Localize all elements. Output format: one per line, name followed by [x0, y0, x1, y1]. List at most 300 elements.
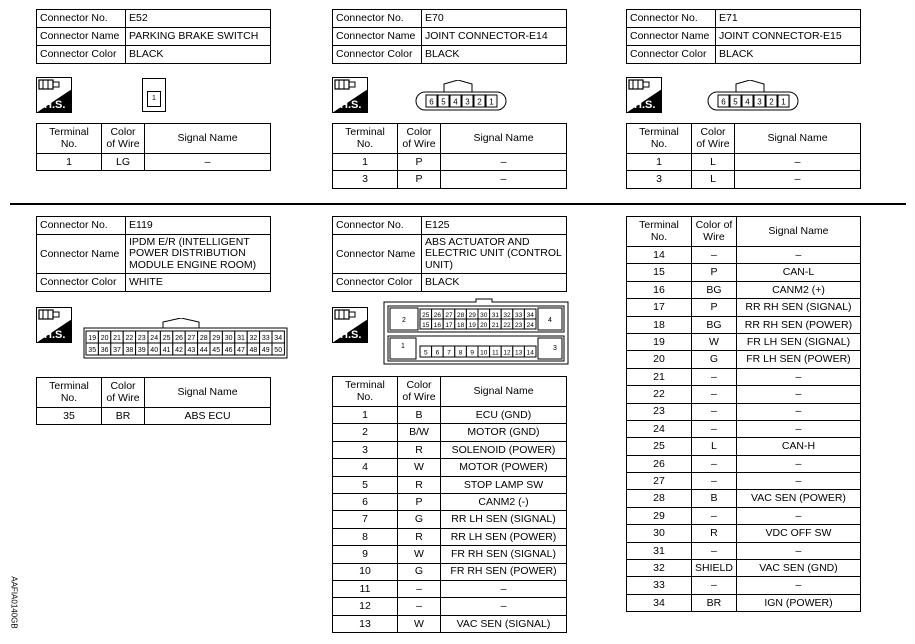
pin-number: 34: [526, 312, 534, 319]
header-terminal-no: Terminal No.: [333, 124, 398, 154]
table-row: [627, 281, 861, 298]
terminal-no-cell: 16: [627, 281, 692, 298]
wire-color-cell: –: [692, 473, 737, 490]
signal-name-cell: –: [735, 171, 861, 188]
signal-name-cell: VAC SEN (POWER): [736, 490, 860, 507]
table-row: [333, 615, 567, 632]
table-row: [333, 476, 567, 493]
wire-color-cell: P: [398, 493, 441, 510]
pin-number: 20: [100, 335, 109, 342]
wire-color-cell: R: [398, 441, 441, 458]
signal-name-cell: VDC OFF SW: [736, 525, 860, 542]
pin-number: 11: [492, 349, 499, 357]
pin-number: 4: [453, 97, 458, 107]
table-row: [333, 528, 567, 545]
terminal-no-cell: 32: [627, 560, 692, 577]
pin-number: 23: [137, 335, 146, 342]
pin-number: 5: [733, 97, 738, 107]
label-connector-no: Connector No.: [627, 10, 716, 28]
table-row: [627, 542, 861, 559]
header-signal-name: Signal Name: [736, 217, 860, 247]
wire-color-cell: P: [398, 171, 441, 188]
signal-name-cell: FR LH SEN (POWER): [736, 351, 860, 368]
terminal-no-cell: 18: [627, 316, 692, 333]
label-connector-no: Connector No.: [333, 10, 422, 28]
pin-number: 20: [480, 322, 488, 329]
terminal-no-cell: 11: [333, 580, 398, 597]
wire-color-cell: W: [692, 333, 737, 350]
pin-number: 4: [745, 97, 750, 107]
pin-number: 31: [237, 335, 245, 342]
pin-number: 2: [769, 97, 774, 107]
terminal-no-cell: 19: [627, 333, 692, 350]
table-row: [627, 351, 861, 368]
wire-color-cell: L: [692, 171, 735, 188]
wire-color-cell: –: [692, 542, 737, 559]
label-connector-color: Connector Color: [37, 274, 126, 292]
pin-number: 27: [187, 335, 196, 342]
table-row: [627, 594, 861, 611]
pin-number: 50: [274, 347, 283, 354]
pin-number: 24: [150, 335, 159, 342]
terminal-no-cell: 7: [333, 511, 398, 528]
connector-info-e119: [36, 216, 271, 292]
terminal-no-cell: 1: [37, 154, 102, 171]
header-color-of-wire: Color of Wire: [102, 124, 145, 154]
connector-face-e70: [414, 80, 510, 114]
pin-number: 10: [480, 349, 488, 357]
pin-1: 1: [147, 91, 161, 107]
table-header-row: [333, 124, 567, 154]
signal-name-cell: FR RH SEN (POWER): [441, 563, 567, 580]
terminal-table-e52: [36, 123, 271, 171]
signal-name-cell: RR RH SEN (SIGNAL): [736, 299, 860, 316]
table-header-row: [333, 377, 567, 407]
pin-number: 23: [514, 322, 523, 329]
wire-color-cell: –: [692, 247, 737, 264]
pin-number: 6: [429, 97, 434, 107]
pin-number: 3: [553, 345, 557, 352]
pin-number: 47: [237, 347, 245, 354]
signal-name-cell: CANM2 (+): [736, 281, 860, 298]
label-connector-color: Connector Color: [37, 46, 126, 64]
wire-color-cell: –: [692, 455, 737, 472]
connector-color-value: BLACK: [422, 46, 567, 64]
hs-label: H.S.: [340, 99, 362, 111]
terminal-no-cell: 25: [627, 438, 692, 455]
terminal-no-cell: 28: [627, 490, 692, 507]
pin-number: 3: [465, 97, 470, 107]
signal-name-cell: VAC SEN (GND): [736, 560, 860, 577]
connector-info-e70: [332, 9, 567, 64]
label-connector-color: Connector Color: [627, 46, 716, 64]
pin-number: 25: [422, 312, 430, 319]
table-row: [627, 507, 861, 524]
hs-icon-graphic: [36, 307, 72, 343]
table-row: [333, 511, 567, 528]
signal-name-cell: –: [736, 577, 860, 594]
table-row: [333, 580, 567, 597]
pin-number: 26: [175, 335, 183, 342]
signal-name-cell: RR RH SEN (POWER): [736, 316, 860, 333]
table-row: [333, 171, 567, 188]
label-connector-name: Connector Name: [333, 28, 422, 46]
table-row: [333, 546, 567, 563]
table-header-row: [627, 217, 861, 247]
header-color-of-wire: Color of Wire: [692, 124, 735, 154]
table-row: [333, 459, 567, 476]
wire-color-cell: –: [692, 403, 737, 420]
wire-color-cell: G: [398, 511, 441, 528]
pin-number: 28: [456, 312, 465, 319]
connector-face-e71: [706, 80, 802, 114]
terminal-table-e125-continued: [626, 216, 861, 612]
label-connector-name: Connector Name: [333, 235, 422, 274]
header-signal-name: Signal Name: [145, 124, 271, 154]
signal-name-cell: –: [736, 247, 860, 264]
pin-number: 35: [88, 347, 97, 354]
table-row: [333, 598, 567, 615]
table-row: [37, 154, 271, 171]
signal-name-cell: CAN-L: [736, 264, 860, 281]
pin-number: 32: [249, 335, 258, 342]
header-color-of-wire: Color of Wire: [398, 124, 441, 154]
header-terminal-no: Terminal No.: [627, 124, 692, 154]
hs-icon: [626, 77, 662, 113]
wire-color-cell: R: [398, 476, 441, 493]
table-row: [627, 577, 861, 594]
pin-number: 42: [175, 347, 183, 354]
header-terminal-no: Terminal No.: [627, 217, 692, 247]
pin-number: 1: [401, 343, 405, 350]
pin-number: 18: [456, 322, 465, 329]
connector-no-value: E119: [126, 217, 271, 235]
figure-code: AAFIA0140GB: [9, 576, 19, 629]
connector-no-value: E52: [126, 10, 271, 28]
pin-number: 13: [514, 349, 523, 357]
signal-name-cell: –: [736, 507, 860, 524]
table-row: [627, 490, 861, 507]
wire-color-cell: B: [692, 490, 737, 507]
pin-number: 37: [113, 347, 121, 354]
wire-color-cell: R: [398, 528, 441, 545]
wire-color-cell: BG: [692, 281, 737, 298]
pin-number: 15: [422, 322, 430, 329]
pin-number: 14: [526, 349, 534, 357]
pin-number: 27: [445, 312, 453, 319]
pin-number: 21: [491, 322, 500, 329]
terminal-no-cell: 3: [627, 171, 692, 188]
terminal-table-e70: [332, 123, 567, 189]
pin-number: 31: [491, 312, 500, 319]
pin-number: 26: [433, 312, 442, 319]
pin-number: 1: [781, 97, 786, 107]
header-terminal-no: Terminal No.: [37, 124, 102, 154]
wire-color-cell: W: [398, 459, 441, 476]
pin-number: 33: [514, 312, 523, 319]
wire-color-cell: R: [692, 525, 737, 542]
connector-face-e125: [378, 298, 574, 368]
pin-number: 17: [445, 322, 453, 329]
connector-name-value: ABS ACTUATOR AND ELECTRIC UNIT (CONTROL UNIT): [422, 235, 567, 274]
pin-number: 12: [503, 349, 511, 357]
table-header-row: [627, 124, 861, 154]
table-row: [627, 455, 861, 472]
connector-name-value: PARKING BRAKE SWITCH: [126, 28, 271, 46]
hs-icon-graphic: [332, 77, 368, 113]
signal-name-cell: ABS ECU: [145, 408, 271, 425]
terminal-no-cell: 34: [627, 594, 692, 611]
connector-color-value: BLACK: [716, 46, 861, 64]
pin-number: 29: [468, 312, 476, 319]
hs-label: H.S.: [44, 329, 66, 341]
header-terminal-no: Terminal No.: [333, 377, 398, 407]
pin-number: 6: [721, 97, 726, 107]
pin-number: 22: [125, 335, 134, 342]
wire-color-cell: L: [692, 438, 737, 455]
hs-label: H.S.: [634, 99, 656, 111]
terminal-no-cell: 17: [627, 299, 692, 316]
terminal-no-cell: 1: [333, 154, 398, 171]
table-row: [333, 154, 567, 171]
signal-name-cell: STOP LAMP SW: [441, 476, 567, 493]
pin-number: 33: [261, 335, 270, 342]
table-row: [627, 403, 861, 420]
connector-color-value: WHITE: [126, 274, 271, 292]
terminal-no-cell: 30: [627, 525, 692, 542]
hs-icon: [36, 307, 72, 343]
label-connector-color: Connector Color: [333, 274, 422, 292]
wire-color-cell: P: [692, 264, 737, 281]
table-row: [627, 316, 861, 333]
table-row: [627, 420, 861, 437]
wire-color-cell: –: [692, 507, 737, 524]
header-signal-name: Signal Name: [735, 124, 861, 154]
hs-icon: [332, 77, 368, 113]
hs-icon-graphic: [36, 77, 72, 113]
terminal-no-cell: 23: [627, 403, 692, 420]
terminal-no-cell: 10: [333, 563, 398, 580]
connector-latch: [163, 318, 199, 328]
connector-name-value: JOINT CONNECTOR-E14: [422, 28, 567, 46]
signal-name-cell: IGN (POWER): [736, 594, 860, 611]
terminal-no-cell: 31: [627, 542, 692, 559]
wire-color-cell: LG: [102, 154, 145, 171]
wire-color-cell: G: [398, 563, 441, 580]
signal-name-cell: –: [736, 386, 860, 403]
header-color-of-wire: Color of Wire: [398, 377, 441, 407]
hs-label: H.S.: [44, 99, 66, 111]
wire-color-cell: P: [398, 154, 441, 171]
terminal-no-cell: 3: [333, 441, 398, 458]
terminal-table-e125: [332, 376, 567, 633]
signal-name-cell: –: [736, 420, 860, 437]
signal-name-cell: –: [736, 403, 860, 420]
terminal-table-e71: [626, 123, 861, 189]
connector-face-e119: [83, 318, 289, 360]
wire-color-cell: L: [692, 154, 735, 171]
table-row: [333, 493, 567, 510]
table-row: [627, 299, 861, 316]
pin-number: 36: [100, 347, 109, 354]
pin-number: 28: [199, 335, 208, 342]
terminal-no-cell: 15: [627, 264, 692, 281]
pin-number: 4: [548, 317, 552, 324]
connector-color-value: BLACK: [422, 274, 567, 292]
pin-number: 38: [125, 347, 134, 354]
wire-color-cell: –: [692, 368, 737, 385]
signal-name-cell: RR LH SEN (SIGNAL): [441, 511, 567, 528]
section-divider: [10, 203, 906, 205]
connector-info-e71: [626, 9, 861, 64]
pin-number: 21: [113, 335, 121, 342]
connector-latch: [736, 80, 764, 92]
wire-color-cell: –: [692, 577, 737, 594]
signal-name-cell: ECU (GND): [441, 407, 567, 424]
pin-number: 48: [249, 347, 258, 354]
signal-name-cell: FR RH SEN (SIGNAL): [441, 546, 567, 563]
pin-number: 7: [447, 349, 451, 357]
wire-color-cell: W: [398, 615, 441, 632]
wire-color-cell: B: [398, 407, 441, 424]
table-header-row: [37, 378, 271, 408]
wire-color-cell: BR: [692, 594, 737, 611]
hs-label: H.S.: [340, 329, 362, 341]
pin-number: 30: [224, 335, 233, 342]
terminal-table-e119: [36, 377, 271, 425]
terminal-no-cell: 35: [37, 408, 102, 425]
signal-name-cell: RR LH SEN (POWER): [441, 528, 567, 545]
table-row: [627, 386, 861, 403]
terminal-no-cell: 1: [627, 154, 692, 171]
label-connector-no: Connector No.: [37, 10, 126, 28]
table-row: [627, 525, 861, 542]
signal-name-cell: –: [441, 154, 567, 171]
wire-color-cell: B/W: [398, 424, 441, 441]
pin-number: 22: [503, 322, 511, 329]
terminal-no-cell: 1: [333, 407, 398, 424]
table-row: [627, 154, 861, 171]
connector-info-e52: [36, 9, 271, 64]
signal-name-cell: –: [735, 154, 861, 171]
label-connector-color: Connector Color: [333, 46, 422, 64]
terminal-no-cell: 13: [333, 615, 398, 632]
table-row: [627, 247, 861, 264]
signal-name-cell: VAC SEN (SIGNAL): [441, 615, 567, 632]
pin-number: 8: [458, 349, 463, 357]
table-row: [37, 408, 271, 425]
table-row: [627, 368, 861, 385]
connector-no-value: E70: [422, 10, 567, 28]
pin-number: 5: [441, 97, 446, 107]
table-row: [627, 473, 861, 490]
wire-color-cell: –: [398, 598, 441, 615]
pin-number: 2: [402, 317, 406, 324]
terminal-no-cell: 21: [627, 368, 692, 385]
signal-name-cell: –: [441, 598, 567, 615]
pin-number: 3: [757, 97, 762, 107]
connector-name-value: JOINT CONNECTOR-E15: [716, 28, 861, 46]
hs-icon: [332, 307, 368, 343]
wire-color-cell: BG: [692, 316, 737, 333]
header-color-of-wire: Color of Wire: [102, 378, 145, 408]
terminal-no-cell: 24: [627, 420, 692, 437]
hs-icon-graphic: [332, 307, 368, 343]
pin-number: 29: [212, 335, 221, 342]
connector-latch: [444, 80, 472, 92]
signal-name-cell: –: [441, 171, 567, 188]
wire-color-cell: P: [692, 299, 737, 316]
pin-number: 9: [470, 349, 475, 357]
terminal-no-cell: 12: [333, 598, 398, 615]
pin-number: 41: [162, 347, 171, 354]
table-row: [627, 264, 861, 281]
pin-number: 44: [199, 347, 208, 354]
terminal-no-cell: 29: [627, 507, 692, 524]
signal-name-cell: FR LH SEN (SIGNAL): [736, 333, 860, 350]
pin-number: 39: [137, 347, 146, 354]
pin-number: 46: [224, 347, 233, 354]
signal-name-cell: –: [145, 154, 271, 171]
label-connector-name: Connector Name: [37, 28, 126, 46]
terminal-no-cell: 22: [627, 386, 692, 403]
header-signal-name: Signal Name: [441, 124, 567, 154]
pin-number: 49: [261, 347, 270, 354]
signal-name-cell: MOTOR (GND): [441, 424, 567, 441]
table-row: [333, 424, 567, 441]
hs-icon: [36, 77, 72, 113]
wire-color-cell: W: [398, 546, 441, 563]
connector-color-value: BLACK: [126, 46, 271, 64]
header-terminal-no: Terminal No.: [37, 378, 102, 408]
signal-name-cell: CAN-H: [736, 438, 860, 455]
pin-number: 5: [423, 349, 428, 357]
connector-face-e52: [142, 78, 166, 112]
signal-name-cell: –: [736, 542, 860, 559]
header-signal-name: Signal Name: [145, 378, 271, 408]
pin-number: 30: [480, 312, 488, 319]
table-row: [627, 333, 861, 350]
table-row: [333, 407, 567, 424]
terminal-no-cell: 26: [627, 455, 692, 472]
terminal-no-cell: 9: [333, 546, 398, 563]
signal-name-cell: –: [441, 580, 567, 597]
table-row: [333, 563, 567, 580]
hs-icon-graphic: [626, 77, 662, 113]
table-row: [627, 560, 861, 577]
pin-number: 32: [503, 312, 511, 319]
terminal-no-cell: 8: [333, 528, 398, 545]
pin-number: 2: [477, 97, 482, 107]
table-row: [627, 171, 861, 188]
terminal-no-cell: 27: [627, 473, 692, 490]
terminal-no-cell: 2: [333, 424, 398, 441]
pin-number: 40: [150, 347, 159, 354]
connector-info-e125: [332, 216, 567, 292]
wire-color-cell: G: [692, 351, 737, 368]
label-connector-no: Connector No.: [333, 217, 422, 235]
terminal-no-cell: 6: [333, 493, 398, 510]
pin-number: 16: [433, 322, 442, 329]
pin-number: 1: [489, 97, 494, 107]
table-row: [627, 438, 861, 455]
wire-color-cell: –: [398, 580, 441, 597]
pin-cell: [538, 338, 562, 359]
signal-name-cell: MOTOR (POWER): [441, 459, 567, 476]
pin-number: 19: [88, 335, 97, 342]
terminal-no-cell: 14: [627, 247, 692, 264]
header-signal-name: Signal Name: [441, 377, 567, 407]
